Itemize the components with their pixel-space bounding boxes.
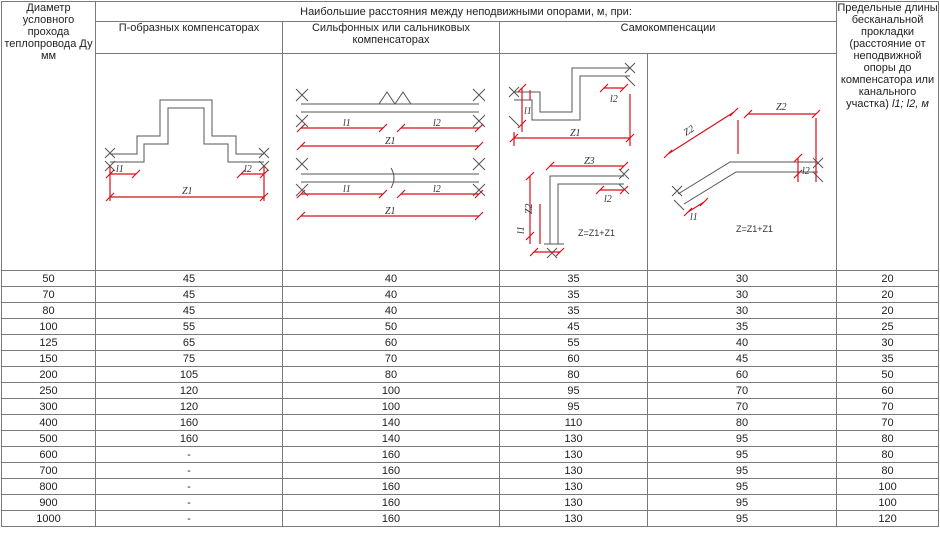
label-bellows-z1: Z1: [385, 136, 396, 147]
table-cell: 30: [648, 303, 837, 319]
table-cell: 200: [2, 367, 96, 383]
table-cell: 300: [2, 399, 96, 415]
table-cell: -: [96, 511, 283, 527]
table-row: [2, 447, 939, 463]
table-row: [2, 463, 939, 479]
table-cell: 160: [283, 463, 500, 479]
table-cell: 35: [500, 303, 648, 319]
header-limit-unit: м: [921, 98, 929, 110]
table-row: [2, 319, 939, 335]
table-cell: 35: [500, 271, 648, 287]
header-limit-text: Предельные длины бесканальной прокладки (расстояние от неподвижной опоры до компенсатора или канального участка): [837, 2, 938, 110]
label-self-l2b: l2: [604, 194, 612, 205]
table-row: [2, 511, 939, 527]
table-cell: 125: [2, 335, 96, 351]
table-cell: 45: [96, 303, 283, 319]
label-l2: l2: [244, 164, 252, 175]
table-cell: 20: [837, 271, 939, 287]
table-cell: 55: [500, 335, 648, 351]
label-self-z3: Z3: [584, 156, 595, 167]
table-cell: 45: [648, 351, 837, 367]
table-cell: 160: [283, 447, 500, 463]
label-l1: l1: [116, 164, 124, 175]
diagram-bellows-cell: [283, 54, 500, 271]
label-gland-l1: l1: [343, 184, 351, 195]
table-cell: 35: [837, 351, 939, 367]
table-cell: 80: [500, 367, 648, 383]
table-cell: 110: [500, 415, 648, 431]
header-self-compensation: Самокомпенсации: [500, 22, 837, 54]
table-cell: 60: [837, 383, 939, 399]
table-cell: 95: [648, 447, 837, 463]
diagram-self-z: [500, 54, 648, 270]
table-cell: 70: [2, 287, 96, 303]
table-cell: 30: [648, 271, 837, 287]
label-self-l1b: l1: [516, 226, 527, 234]
table-cell: 800: [2, 479, 96, 495]
label-z1: Z1: [182, 186, 193, 197]
label-bellows-l2: l2: [433, 118, 441, 129]
table-cell: 80: [648, 415, 837, 431]
table-cell: 70: [283, 351, 500, 367]
table-cell: 160: [283, 495, 500, 511]
table-body: [2, 271, 939, 527]
table-cell: 80: [2, 303, 96, 319]
table-cell: 100: [283, 399, 500, 415]
table-cell: 1000: [2, 511, 96, 527]
table-cell: 160: [283, 479, 500, 495]
label-self-z1: Z1: [570, 128, 581, 139]
table-cell: 70: [648, 399, 837, 415]
table-cell: 40: [648, 335, 837, 351]
table-row: [2, 335, 939, 351]
label-self-l2: l2: [610, 94, 618, 105]
table-cell: 130: [500, 431, 648, 447]
table-row: [2, 415, 939, 431]
label-gland-l2: l2: [433, 184, 441, 195]
table-cell: 60: [283, 335, 500, 351]
label-self-formula: Z=Z1+Z1: [578, 228, 616, 238]
table-cell: 400: [2, 415, 96, 431]
table-cell: 95: [648, 463, 837, 479]
header-limit-length: [837, 2, 939, 271]
table-cell: 20: [837, 303, 939, 319]
label-angled-formula: Z=Z1+Z1: [736, 224, 774, 234]
label-bellows-l1: l1: [343, 118, 351, 129]
table-cell: 100: [2, 319, 96, 335]
table-cell: 600: [2, 447, 96, 463]
table-cell: 50: [283, 319, 500, 335]
table-cell: 80: [837, 447, 939, 463]
table-cell: -: [96, 479, 283, 495]
table-cell: 50: [2, 271, 96, 287]
table-cell: 75: [96, 351, 283, 367]
table-cell: 130: [500, 511, 648, 527]
label-self-z2: Z2: [524, 203, 535, 214]
table-cell: 150: [2, 351, 96, 367]
table-cell: 95: [648, 511, 837, 527]
table-cell: -: [96, 495, 283, 511]
table-cell: 50: [837, 367, 939, 383]
header-diameter: Диаметр условного прохода теплопровода Ду мм: [2, 2, 96, 271]
diagram-u-shaped-cell: [96, 54, 283, 271]
table-cell: 60: [648, 367, 837, 383]
table-cell: 80: [837, 431, 939, 447]
table-cell: 40: [283, 303, 500, 319]
table-row: [2, 383, 939, 399]
table-cell: 140: [283, 415, 500, 431]
table-cell: -: [96, 447, 283, 463]
header-group: Наибольшие расстояния между неподвижными опорами, м, при:: [96, 2, 837, 22]
table-cell: 130: [500, 447, 648, 463]
table-cell: 70: [837, 415, 939, 431]
table-cell: 45: [96, 287, 283, 303]
table-cell: 70: [648, 383, 837, 399]
table-cell: 35: [500, 287, 648, 303]
table-cell: 60: [500, 351, 648, 367]
table-cell: 120: [837, 511, 939, 527]
table-cell: 500: [2, 431, 96, 447]
label-angled-z2: Z2: [681, 123, 697, 139]
table-row: [2, 271, 939, 287]
table-cell: 700: [2, 463, 96, 479]
table-cell: 100: [283, 383, 500, 399]
table-cell: 80: [837, 463, 939, 479]
table-row: [2, 351, 939, 367]
table-cell: 160: [96, 431, 283, 447]
table-cell: 130: [500, 495, 648, 511]
table-cell: 95: [648, 479, 837, 495]
table-cell: 25: [837, 319, 939, 335]
header-bellows: Сильфонных или сальниковых компенсаторах: [283, 22, 500, 54]
table-cell: 95: [500, 383, 648, 399]
table-cell: 900: [2, 495, 96, 511]
table-cell: 120: [96, 399, 283, 415]
table-cell: 40: [283, 287, 500, 303]
label-angled-z2b: Z2: [776, 102, 787, 113]
table-cell: 130: [500, 479, 648, 495]
diagram-bellows: [283, 54, 500, 270]
table-cell: 140: [283, 431, 500, 447]
supports-table: [1, 1, 939, 527]
table-cell: -: [96, 463, 283, 479]
table-cell: 35: [648, 319, 837, 335]
table-cell: 40: [283, 271, 500, 287]
table-row: [2, 287, 939, 303]
diagram-self-angled-cell: [648, 54, 837, 271]
table-cell: 20: [837, 287, 939, 303]
table-cell: 250: [2, 383, 96, 399]
table-cell: 100: [837, 479, 939, 495]
table-cell: 120: [96, 383, 283, 399]
diagram-self-angled: [648, 54, 837, 270]
table-cell: 45: [500, 319, 648, 335]
table-row: [2, 479, 939, 495]
table-cell: 65: [96, 335, 283, 351]
diagram-u-shaped: [96, 54, 283, 270]
label-angled-l1: l1: [690, 212, 698, 223]
diagram-self-z-cell: [500, 54, 648, 271]
label-angled-l2: l2: [802, 166, 810, 177]
table-row: [2, 495, 939, 511]
table-cell: 95: [648, 431, 837, 447]
table-cell: 55: [96, 319, 283, 335]
table-cell: 100: [837, 495, 939, 511]
table-cell: 80: [283, 367, 500, 383]
table-cell: 70: [837, 399, 939, 415]
table-cell: 30: [837, 335, 939, 351]
table-cell: 45: [96, 271, 283, 287]
table-cell: 105: [96, 367, 283, 383]
table-cell: 95: [500, 399, 648, 415]
header-limit-vars: l1; l2,: [891, 98, 919, 110]
table-row: [2, 399, 939, 415]
header-u-shaped: П-образных компенсаторах: [96, 22, 283, 54]
table-cell: 160: [96, 415, 283, 431]
table-row: [2, 367, 939, 383]
table-cell: 130: [500, 463, 648, 479]
table-row: [2, 303, 939, 319]
label-gland-z1: Z1: [385, 206, 396, 217]
table-cell: 95: [648, 495, 837, 511]
label-self-l1: l1: [524, 106, 532, 117]
table-row: [2, 431, 939, 447]
table-cell: 30: [648, 287, 837, 303]
table-cell: 160: [283, 511, 500, 527]
